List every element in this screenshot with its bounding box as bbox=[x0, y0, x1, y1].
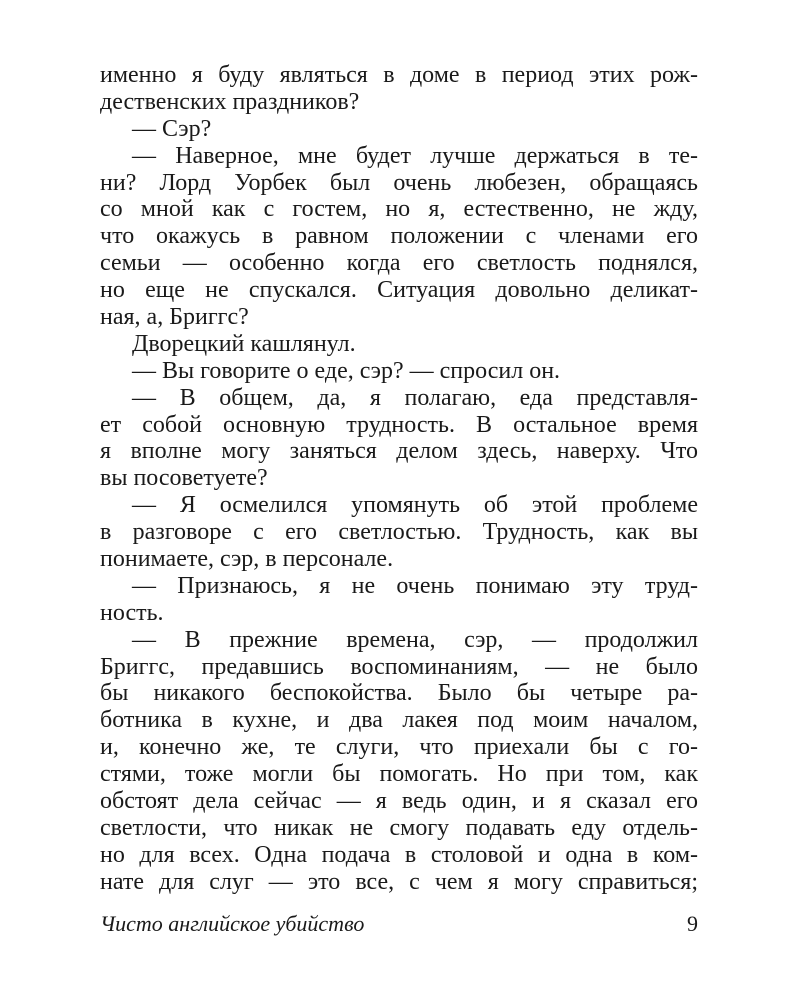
page-body bbox=[100, 62, 698, 896]
text-line: — Я осмелился упомянуть об этой проблеме bbox=[132, 492, 698, 519]
text-line: ни? Лорд Уорбек был очень любезен, обращаясь bbox=[100, 169, 698, 196]
text-line: я вполне могу заняться делом здесь, наверху. Что bbox=[100, 438, 698, 465]
text-line: Бриггс, предавшись воспоминаниям, — не было bbox=[100, 653, 698, 680]
text-line: светлости, что никак не смогу подавать еду отдель- bbox=[100, 814, 698, 841]
text-line: — Признаюсь, я не очень понимаю эту труд- bbox=[132, 572, 698, 599]
text-line: нате для слуг — это все, с чем я могу справиться; bbox=[100, 868, 698, 895]
text-line: — В прежние времена, сэр, — продолжил bbox=[132, 626, 698, 653]
running-book-title: Чисто английское убийство bbox=[100, 911, 365, 936]
page-number: 9 bbox=[687, 911, 698, 936]
text-line: — Сэр? bbox=[132, 115, 212, 142]
text-line: и, конечно же, те слуги, что приехали бы с го- bbox=[100, 734, 698, 761]
text-line: Дворецкий кашлянул. bbox=[132, 330, 356, 357]
text-line: со мной как с гостем, но я, естественно, не жду, bbox=[100, 196, 698, 223]
text-line: бы никакого беспокойства. Было бы четыре ра- bbox=[100, 680, 698, 707]
text-line: но для всех. Одна подача в столовой и одна в ком- bbox=[100, 841, 698, 868]
text-line: что окажусь в равном положении с членами его bbox=[100, 223, 698, 250]
text-line: ная, а, Бриггс? bbox=[100, 304, 249, 331]
text-line: — В общем, да, я полагаю, еда представля- bbox=[132, 384, 698, 411]
text-line: — Наверное, мне будет лучше держаться в те- bbox=[132, 142, 698, 169]
text-line: дественских праздников? bbox=[100, 88, 360, 115]
text-line: обстоят дела сейчас — я ведь один, и я сказал его bbox=[100, 788, 698, 815]
text-line: но еще не спускался. Ситуация довольно деликат- bbox=[100, 277, 698, 304]
text-line: ность. bbox=[100, 599, 164, 626]
text-line: — Вы говорите о еде, сэр? — спросил он. bbox=[132, 357, 561, 384]
text-line: понимаете, сэр, в персонале. bbox=[100, 546, 394, 573]
text-line: ботника в кухне, и два лакея под моим началом, bbox=[100, 707, 698, 734]
text-line: ет собой основную трудность. В остальное время bbox=[100, 411, 698, 438]
text-line: стями, тоже могли бы помогать. Но при том, как bbox=[100, 761, 698, 788]
text-line: в разговоре с его светлостью. Трудность, как вы bbox=[100, 519, 698, 546]
text-line: именно я буду являться в доме в период этих рож- bbox=[100, 62, 698, 88]
text-line: вы посоветуете? bbox=[100, 465, 268, 492]
text-line: семьи — особенно когда его светлость поднялся, bbox=[100, 250, 698, 277]
page-footer bbox=[100, 910, 698, 938]
